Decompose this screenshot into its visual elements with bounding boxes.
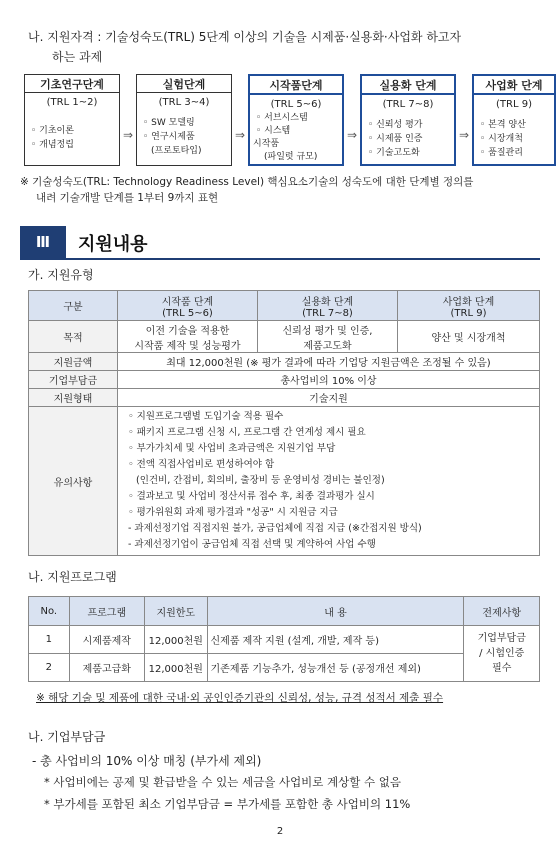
- prereq-line: / 시험인증: [479, 648, 525, 659]
- note-item: - 과제선정기업 직접지원 불가, 공급업체에 직접 지급 (※간접지원 방식): [127, 523, 422, 534]
- stage-item: ◦ 신뢰성 평가: [368, 120, 423, 130]
- cell-limit: 12,000천원: [145, 654, 207, 682]
- stage-trl: (TRL 9): [496, 99, 532, 110]
- stage-business: [472, 74, 556, 166]
- col-header: 지원한도: [145, 597, 207, 626]
- programs-heading: 나. 지원프로그램: [28, 570, 117, 584]
- cell-line: 제품고도화: [303, 340, 352, 352]
- table-cell: 기술지원: [117, 389, 539, 407]
- table-cell: [257, 321, 397, 353]
- section-title: 지원내용: [78, 234, 148, 255]
- note-item: ◦ 지원프로그램별 도입기술 적용 필수: [127, 411, 284, 422]
- col-trl: (TRL 5~6): [162, 307, 213, 319]
- cell-limit: 12,000천원: [145, 626, 207, 654]
- arrow-icon: ⇒: [347, 128, 358, 142]
- stage-commercialization: [360, 74, 456, 166]
- stage-trl: (TRL 3~4): [158, 97, 210, 108]
- row-label: 목적: [29, 321, 118, 353]
- eligibility-line2: 하는 과제: [52, 50, 103, 64]
- cell-line: 시작품 제작 및 성능평가: [134, 340, 241, 352]
- stage-prototype: [248, 74, 344, 166]
- stage-item: 시작품: [253, 139, 280, 149]
- table-head-col: [117, 291, 257, 321]
- row-label: 기업부담금: [29, 371, 118, 389]
- col-header: 전제사항: [464, 597, 540, 626]
- note-item: ◦ 패키지 프로그램 신청 시, 프로그램 간 연계성 제시 필요: [127, 427, 366, 438]
- cell-name: 시제품제작: [69, 626, 144, 654]
- stage-item: ◦ 본격 양산: [480, 120, 526, 130]
- cell-prereq: [464, 626, 540, 682]
- section-number: Ⅲ: [20, 226, 66, 258]
- programs-table: [28, 596, 540, 682]
- stage-item: ◦ 시제품 인증: [368, 134, 423, 144]
- row-label: 지원금액: [29, 353, 118, 371]
- table-head-col: [397, 291, 539, 321]
- table-head-col: [257, 291, 397, 321]
- note-item: (인건비, 간접비, 회의비, 출장비 등 운영비성 경비는 불인정): [135, 475, 385, 486]
- cell-name: 제품고급화: [69, 654, 144, 682]
- col-trl: (TRL 9): [450, 307, 487, 319]
- arrow-icon: ⇒: [123, 128, 134, 142]
- stage-item: ◦ SW 모델링: [143, 118, 195, 128]
- note-item: ◦ 전액 직접사업비로 편성하여야 함: [127, 459, 275, 470]
- burden-line3: * 부가세를 포함된 최소 기업부담금 = 부가세를 포함한 총 사업비의 11%: [44, 797, 411, 811]
- stage-item: ◦ 품질관리: [480, 148, 523, 158]
- stage-title: 실용화 단계: [362, 76, 454, 95]
- stage-item: ◦ 연구시제품: [143, 132, 195, 142]
- burden-line1: - 총 사업비의 10% 이상 매칭 (부가세 제외): [32, 754, 262, 768]
- stage-item: ◦ 기술고도화: [368, 148, 420, 158]
- table-row: [29, 626, 540, 654]
- stage-title: 시작품단계: [250, 76, 342, 95]
- trl-note-line2: 내려 기술개발 단계를 1부터 9까지 표현: [36, 192, 219, 204]
- stage-item: ◦ 개념정립: [31, 140, 74, 150]
- stage-item: ◦ 서브시스템: [256, 113, 308, 123]
- section-header: [20, 226, 540, 260]
- table-cell: [117, 321, 257, 353]
- cell-line: 신뢰성 평가 및 인증,: [282, 325, 373, 337]
- stage-item: ◦ 시스템: [256, 126, 291, 136]
- support-type-table: [28, 290, 540, 556]
- stage-item: (파일럿 규모): [264, 152, 318, 162]
- cell-line: 이전 기술을 적용한: [145, 325, 230, 337]
- arrow-icon: ⇒: [459, 128, 470, 142]
- table-head-label: 구분: [29, 291, 118, 321]
- burden-line2: * 사업비에는 공제 및 환급받을 수 있는 세금을 사업비로 계상할 수 없음: [44, 775, 402, 789]
- page-number: 2: [276, 826, 284, 837]
- col-header: 내 용: [207, 597, 464, 626]
- table-cell: 최대 12,000천원 (※ 평가 결과에 따라 기업당 지원금액은 조정될 수 있음): [117, 353, 539, 371]
- table-cell: 양산 및 시장개척: [397, 321, 539, 353]
- stage-basic-research: [24, 74, 120, 166]
- stage-title: 실험단계: [137, 75, 231, 93]
- stage-item: ◦ 기초이론: [31, 126, 74, 136]
- row-label: 유의사항: [29, 407, 118, 556]
- stage-trl: (TRL 1~2): [46, 97, 98, 108]
- stage-trl: (TRL 5~6): [270, 99, 322, 110]
- col-name: 실용화 단계: [301, 296, 354, 308]
- stage-item: ◦ 시장개척: [480, 134, 523, 144]
- stage-title: 사업화 단계: [474, 76, 554, 95]
- cell-desc: 기존제품 기능추가, 성능개선 등 (공정개선 제외): [207, 654, 464, 682]
- stage-experiment: [136, 74, 232, 166]
- stage-title: 기초연구단계: [25, 75, 119, 93]
- note-item: - 과제선정기업이 공급업체 직접 선택 및 계약하여 사업 수행: [127, 539, 376, 550]
- col-header: No.: [29, 597, 70, 626]
- cell-no: 1: [29, 626, 70, 654]
- col-name: 시작품 단계: [161, 296, 214, 308]
- burden-heading: 나. 기업부담금: [28, 730, 106, 744]
- support-type-heading: 가. 지원유형: [28, 268, 94, 282]
- notes-cell: [117, 407, 539, 556]
- stage-trl: (TRL 7~8): [382, 99, 434, 110]
- row-label: 지원형태: [29, 389, 118, 407]
- cell-desc: 신제품 제작 지원 (설계, 개발, 제작 등): [207, 626, 464, 654]
- col-trl: (TRL 7~8): [302, 307, 353, 319]
- trl-note-line1: ※ 기술성숙도(TRL: Technology Readiness Level) 핵심요소기술의 성숙도에 대한 단계별 정의를: [20, 176, 474, 188]
- arrow-icon: ⇒: [235, 128, 246, 142]
- cell-no: 2: [29, 654, 70, 682]
- note-item: ◦ 결과보고 및 사업비 정산서류 접수 후, 최종 결과평가 실시: [127, 491, 375, 502]
- table-cell: 총사업비의 10% 이상: [117, 371, 539, 389]
- programs-note: ※ 해당 기술 및 제품에 대한 국내·외 공인인증기관의 신뢰성, 성능, 규격 성적서 제출 필수: [36, 692, 444, 704]
- prereq-line: 기업부담금: [477, 633, 526, 644]
- note-item: ◦ 평가위원회 과제 평가결과 "성공" 시 지원금 지급: [127, 507, 338, 518]
- eligibility-line1: 나. 지원자격 : 기술성숙도(TRL) 5단계 이상의 기술을 시제품·실용화·사업화 하고자: [28, 30, 462, 44]
- col-header: 프로그램: [69, 597, 144, 626]
- note-item: ◦ 부가가치세 및 사업비 초과금액은 지원기업 부담: [127, 443, 336, 454]
- table-row: [29, 654, 540, 682]
- stage-item: (프로토타입): [151, 146, 202, 156]
- col-name: 사업화 단계: [442, 296, 495, 308]
- prereq-line: 필수: [492, 663, 512, 674]
